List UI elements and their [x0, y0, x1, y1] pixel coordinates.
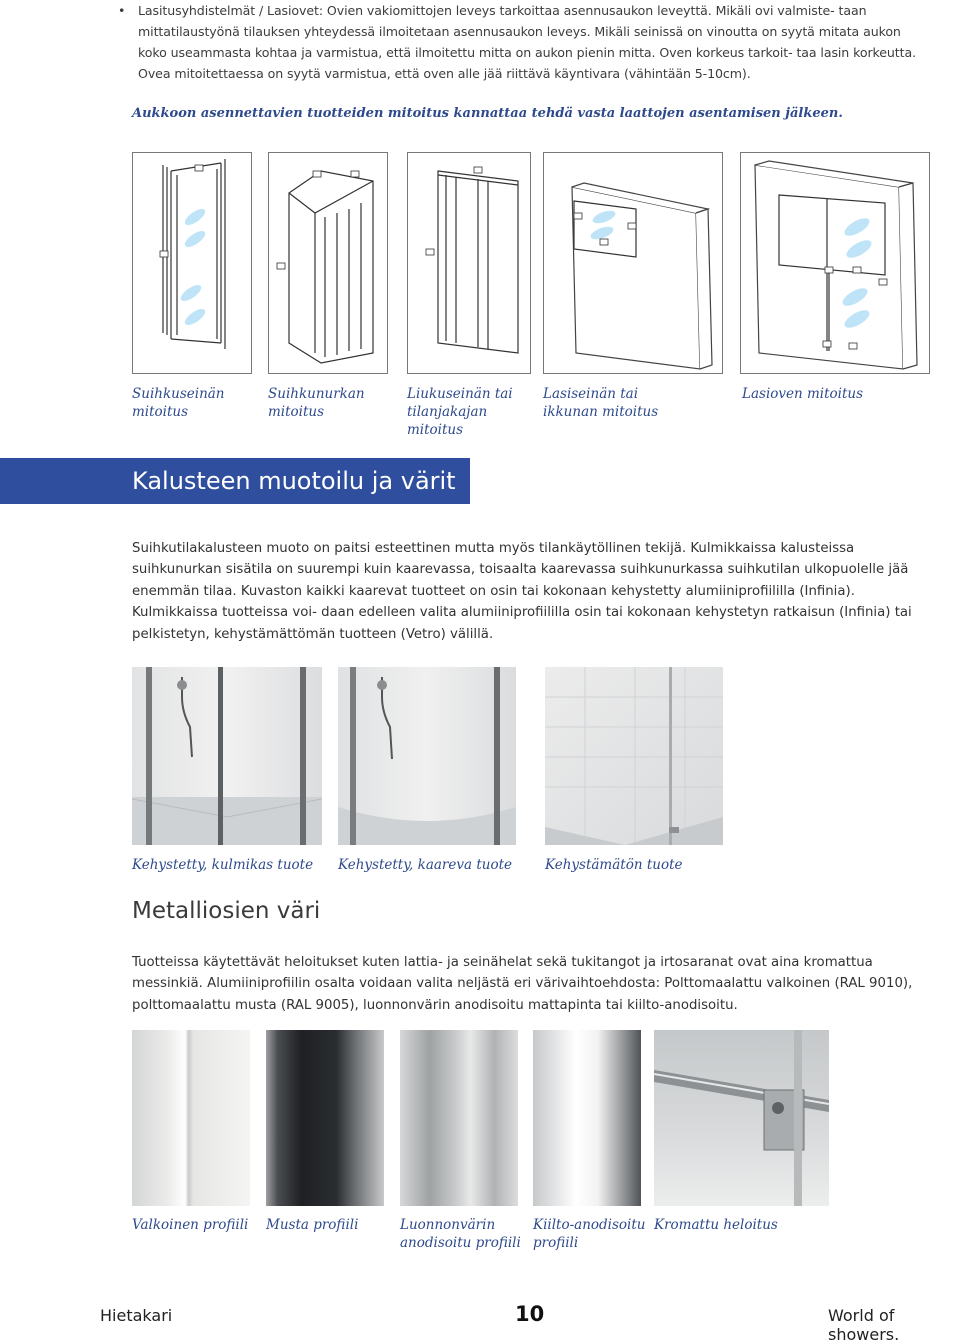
footer-slogan: World of showers. — [828, 1306, 900, 1344]
shower-corner-diagram — [268, 152, 388, 374]
shower-wall-diagram — [132, 152, 252, 374]
frameless-photo — [545, 667, 723, 845]
swatch-caption-2: Musta profiili — [266, 1217, 359, 1233]
diagram-caption-1: Suihkuseinän mitoitus — [132, 386, 225, 420]
metal-parts-body: Tuotteissa käytettävät heloitukset kuten lattia- ja seinähelat sekä tukitangot ja irtosaranat ovat aina kromattua messinkiä. Alumiiniprofiilin osalta voidaan valita neljästä eri värivaihtoehdosta: Polttomaalattu valkoinen (RAL 9010), polttomaalattu musta (RAL 9005), luonnonvärin anodisoitu mattapinta tai kiilto-anodisoitu. — [132, 955, 913, 1013]
section-body: Suihkutilakalusteen muoto on paitsi esteettinen mutta myös tilankäytöllinen tekijä. Kulmikkaissa kalusteissa suihkunurkan sisätila on suurempi kuin kaarevassa, toisaalta kaarevassa suihkunurkassa suihkutilan ulkopuolelle jää enemmän tilaa. Kuvaston kaikki kaarevat tuotteet on osin tai kokonaan kehystetty alumiiniprofiililla (Infinia). Kulmikkaissa tuotteissa voi- daan edelleen valita alumiiniprofiililla osin tai kokonaan kehystetyn ratkaisun (Infinia) tai pelkistetyn, kehystämättömän tuotteen (Vetro) välillä. — [132, 541, 912, 642]
diagram-caption-2: Suihkunurkan mitoitus — [268, 386, 365, 420]
natural-anodized-profile-swatch — [400, 1030, 518, 1206]
glass-door-diagram — [740, 152, 930, 374]
bullet: • — [118, 3, 126, 18]
swatch-caption-1: Valkoinen profiili — [132, 1217, 249, 1233]
photo-caption-1: Kehystetty, kulmikas tuote — [132, 857, 314, 873]
glass-window-diagram — [543, 152, 723, 374]
diagram-caption-5: Lasioven mitoitus — [742, 386, 864, 402]
black-profile-swatch — [266, 1030, 384, 1206]
diagram-caption-4: Lasiseinän tai ikkunan mitoitus — [543, 386, 659, 420]
chrome-fitting-swatch — [654, 1030, 829, 1206]
swatch-caption-4: Kiilto-anodisoitu profiili — [533, 1217, 646, 1251]
intro-paragraph — [118, 0, 930, 84]
photo-caption-2: Kehystetty, kaareva tuote — [338, 857, 512, 873]
bright-anodized-profile-swatch — [533, 1030, 641, 1206]
intro-text: Lasitusyhdistelmät / Lasiovet: Ovien vakiomittojen leveys tarkoittaa asennusaukon leveyttä. Mikäli ovi valmiste- taan mittatilaustyönä tilauksen yhteydessä ilmoitetaan asennusaukon leveys. Mikäli seinissä on vinoutta on syytä mitata aukon koko useammasta kohtaa ja varmistua, että ilmoitettu mitta on aukon pienin mitta. Oven korkeus tarkoit- taa lasin korkeutta. Ovea mitoitettaessa on syytä varmistua, että oven alle jää riittävä käyntivara (vähintään 5-10cm). — [138, 3, 916, 81]
installation-note: Aukkoon asennettavien tuotteiden mitoitus kannattaa tehdä vasta laattojen asentamisen jälkeen. — [132, 106, 843, 121]
diagram-caption-3: Liukuseinän tai tilanjakajan mitoitus — [407, 386, 513, 438]
sliding-wall-diagram — [407, 152, 531, 374]
framed-curved-photo — [338, 667, 516, 845]
page-number: 10 — [515, 1302, 545, 1326]
swatch-caption-5: Kromattu heloitus — [654, 1217, 778, 1233]
section-title: Kalusteen muotoilu ja värit — [132, 467, 456, 495]
metal-parts-heading: Metalliosien väri — [132, 898, 321, 924]
framed-angular-photo — [132, 667, 322, 845]
footer-brand: Hietakari — [100, 1306, 173, 1325]
white-profile-swatch — [132, 1030, 250, 1206]
photo-caption-3: Kehystämätön tuote — [545, 857, 683, 873]
swatch-caption-3: Luonnonvärin anodisoitu profiili — [400, 1217, 521, 1251]
